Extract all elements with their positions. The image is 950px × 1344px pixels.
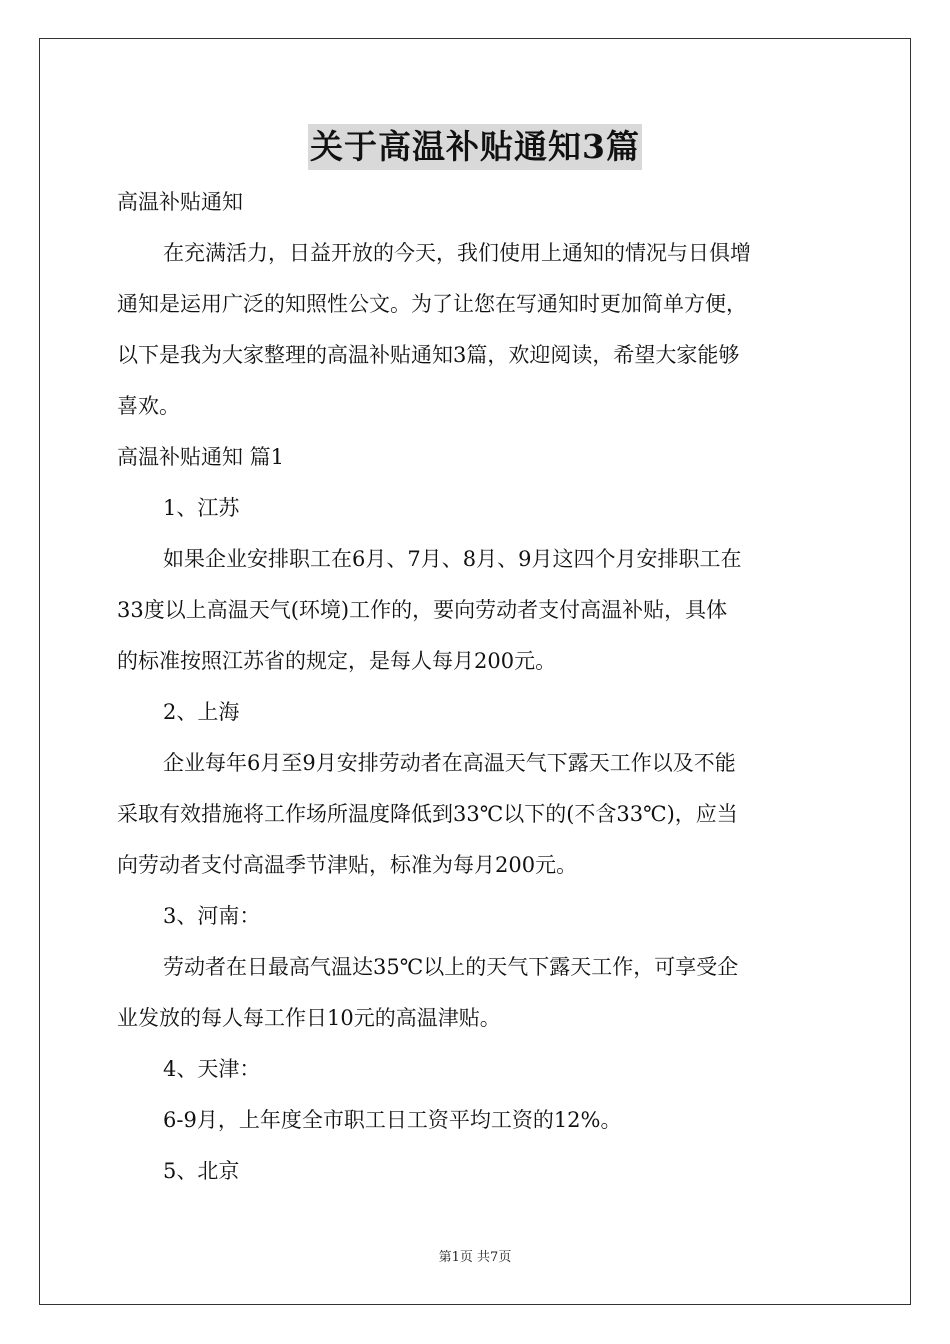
document-title: 关于高温补贴通知3篇 [308,124,642,170]
paragraph-line: 在充满活力，日益开放的今天，我们使用上通知的情况与日俱增 [163,241,751,265]
paragraph-line: 5、北京 [163,1159,240,1183]
paragraph-line: 业发放的每人每工作日10元的高温津贴。 [117,1006,501,1030]
document-body [117,177,835,1197]
paragraph-line: 的标准按照江苏省的规定，是每人每月200元。 [117,649,557,673]
paragraph-line: 如果企业安排职工在6月、7月、8月、9月这四个月安排职工在 [163,547,742,571]
paragraph-line: 劳动者在日最高气温达35℃以上的天气下露天工作，可享受企 [163,955,739,979]
paragraph-line: 通知是运用广泛的知照性公文。为了让您在写通知时更加简单方便， [117,292,747,316]
paragraph-line: 4、天津： [163,1057,261,1081]
page-footer: 第1页 共7页 [438,1250,512,1265]
paragraph-line: 喜欢。 [117,394,180,418]
paragraph-line: 6-9月，上年度全市职工日工资平均工资的12%。 [163,1108,622,1132]
paragraph-line: 采取有效措施将工作场所温度降低到33℃以下的(不含33℃)，应当 [117,802,738,826]
paragraph-line: 3、河南： [163,904,261,928]
title-container [0,124,950,170]
paragraph-line: 以下是我为大家整理的高温补贴通知3篇，欢迎阅读，希望大家能够 [117,343,740,367]
paragraph-line: 高温补贴通知 [117,190,243,214]
paragraph-line: 2、上海 [163,700,240,724]
paragraph-line: 33度以上高温天气(环境)工作的，要向劳动者支付高温补贴，具体 [117,598,728,622]
paragraph-line: 向劳动者支付高温季节津贴，标准为每月200元。 [117,853,578,877]
paragraph-line: 企业每年6月至9月安排劳动者在高温天气下露天工作以及不能 [163,751,736,775]
paragraph-line: 高温补贴通知 篇1 [117,445,285,469]
paragraph-line: 1、江苏 [163,496,240,520]
